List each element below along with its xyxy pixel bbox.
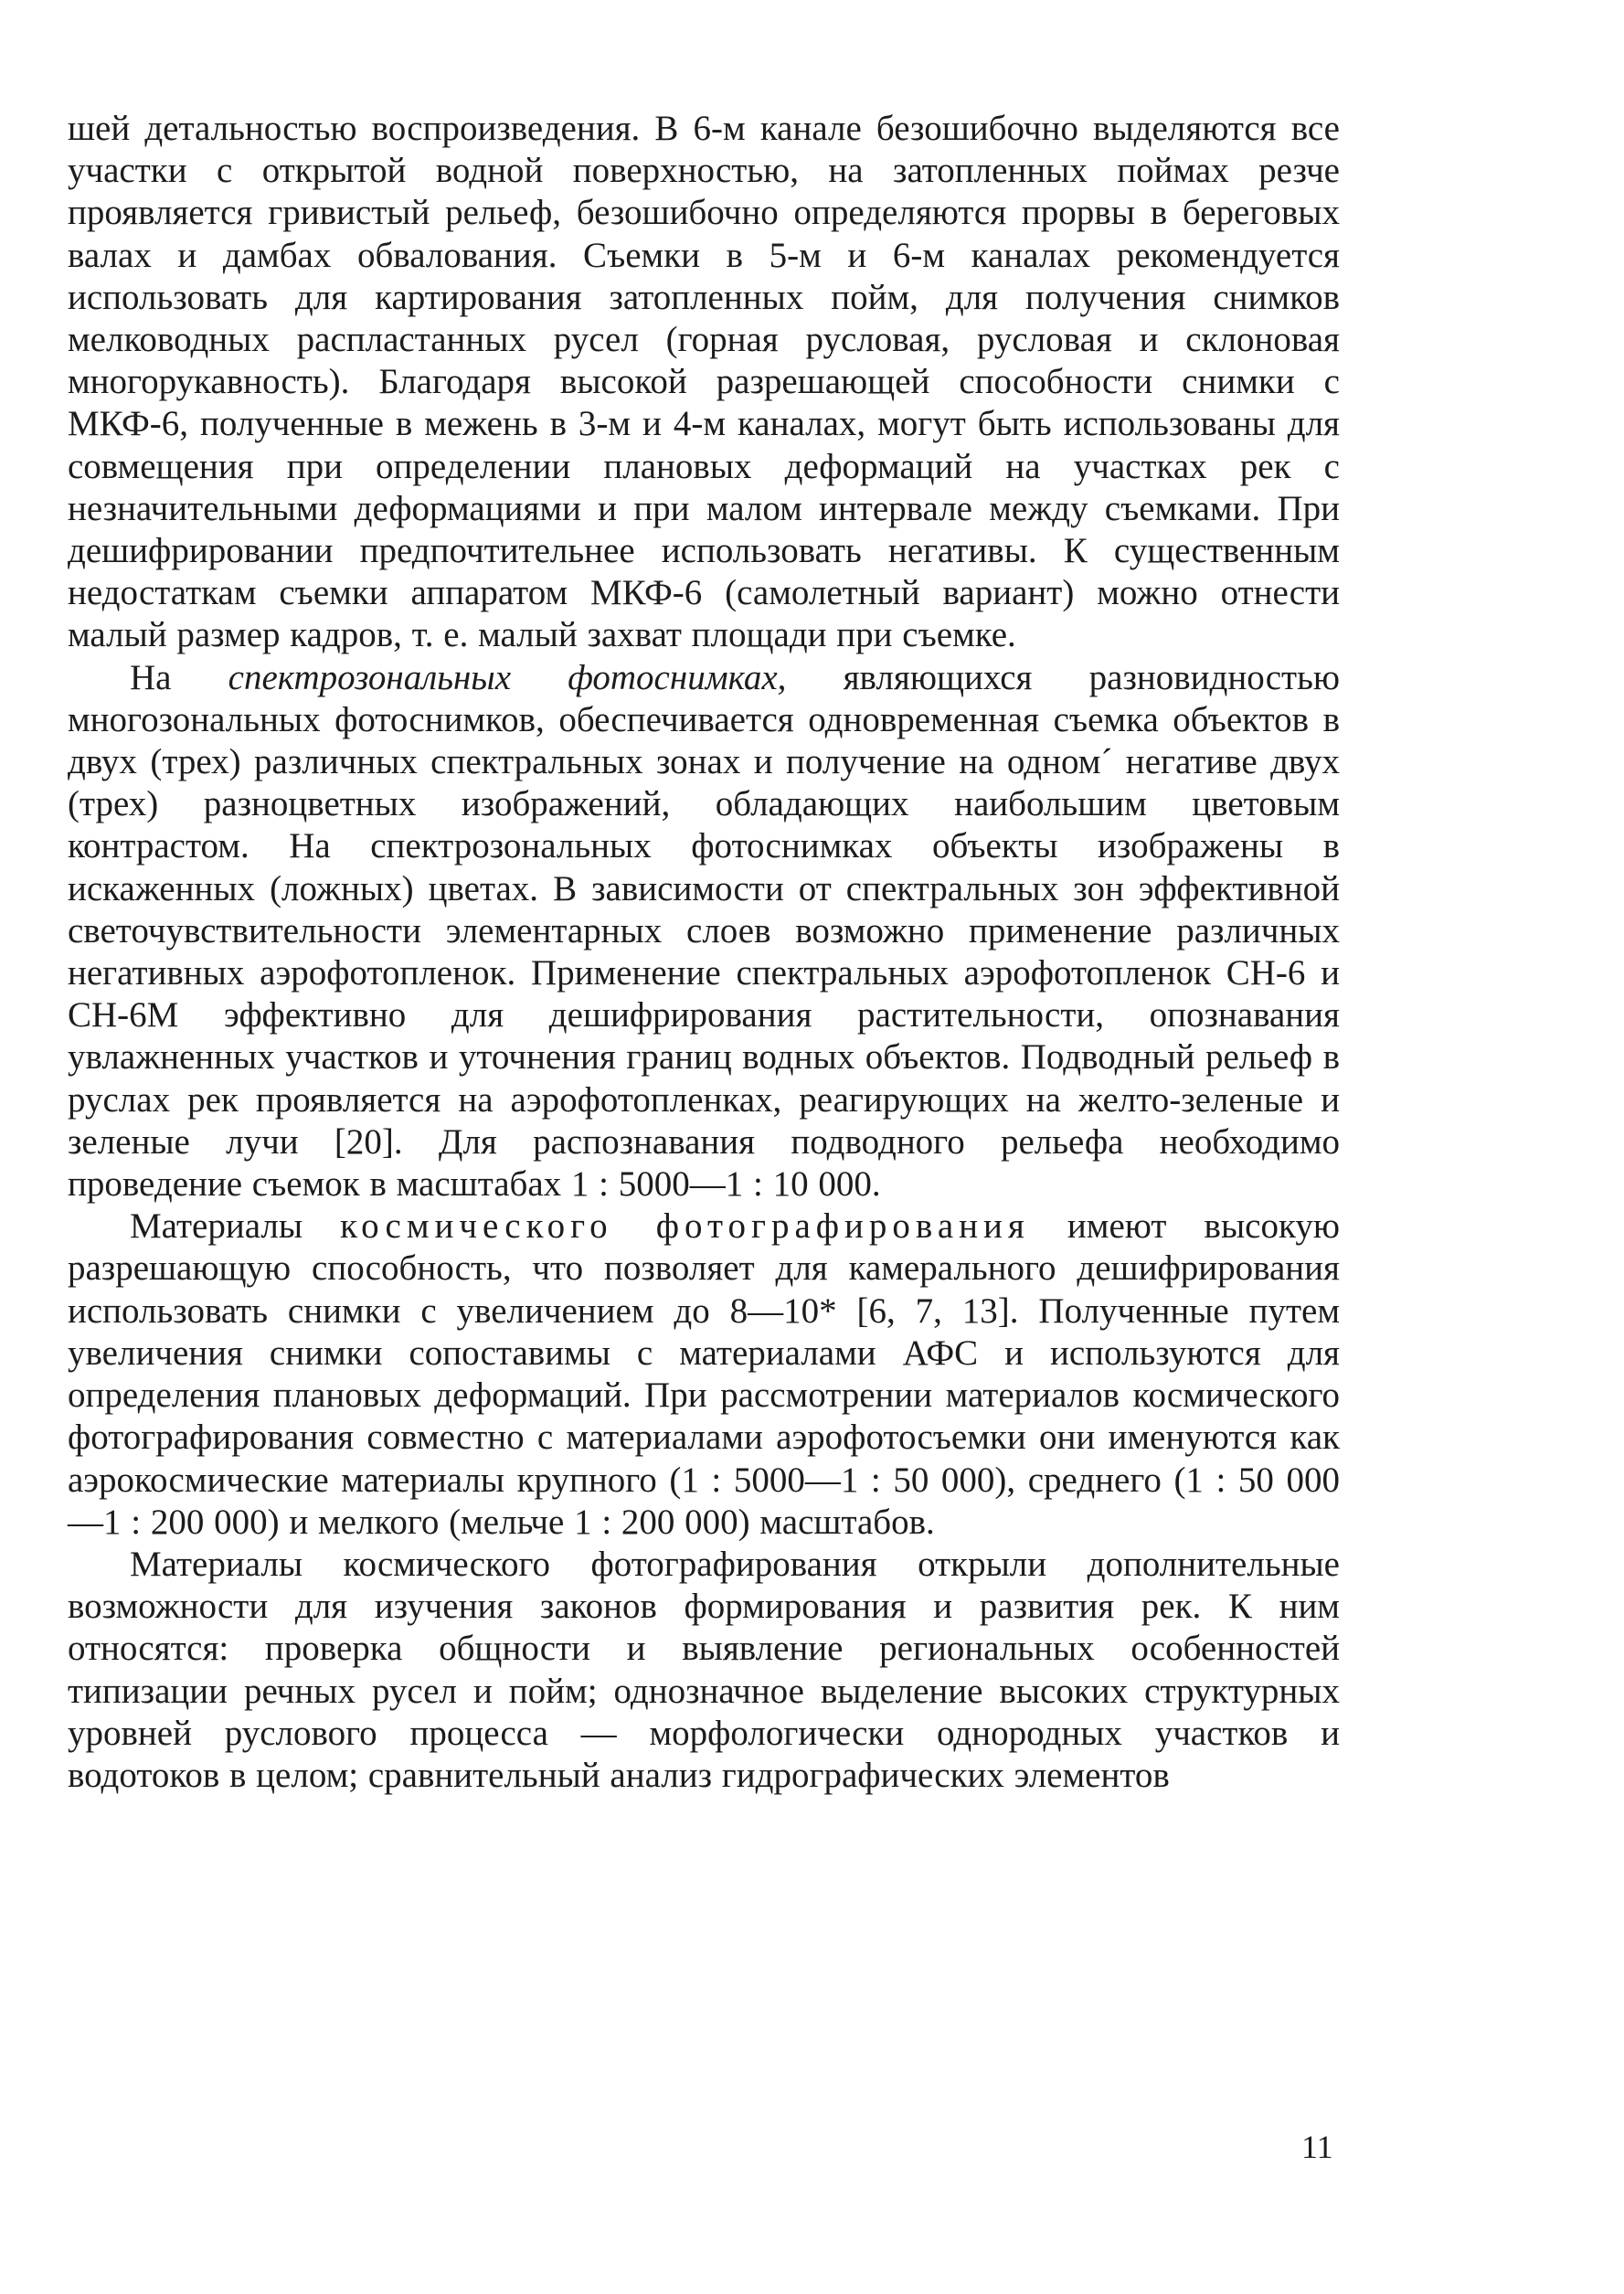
paragraph-2-lead: На: [130, 657, 228, 697]
paragraph-2-italic-term: спектрозональных фотоснимках,: [228, 657, 787, 697]
paragraph-3: [68, 1205, 1340, 1544]
text-column: [68, 108, 1340, 1797]
paragraph-1-text: шей детальностью воспроизведения. В 6-м канале безошибочно выделяются все участки с открытой водной поверхностью, на затопленных поймах резче проявляется гривистый рельеф, безошибочно определяются прорвы в береговых валах и дамбах обвалования. Съемки в 5-м и 6-м каналах рекомендуется использовать для картирования затопленных пойм, для получения снимков мелководных распластанных русел (горная русловая, русловая и склоновая многорукавность). Благодаря высокой разрешающей способности снимки с МКФ-6, полученные в межень в 3-м и 4-м каналах, могут быть использованы для совмещения при определении плановых деформаций на участках рек с незначительными деформациями и при малом интервале между съемками. При дешифрировании предпочтительнее использовать негативы. К существенным недостаткам съемки аппаратом МКФ-6 (самолетный вариант) можно отнести малый размер кадров, т. е. малый захват площади при съемке.: [68, 109, 1340, 655]
paragraph-2-text: являющихся разновидностью многозональных фотоснимков, обеспечивается одновременная съемка объектов в двух (трех) различных спектральных зонах и получение на одном´ негативе двух (трех) разноцветных изображений, обладающих наибольшим цветовым контрастом. На спектрозональных фотоснимках объекты изображены в искаженных (ложных) цветах. В зависимости от спектральных зон эффективной светочувствительности элементарных слоев возможно применение различных негативных аэрофотопленок. Применение спектральных аэрофотопленок СН-6 и СН-6М эффективно для дешифрирования растительности, опознавания увлажненных участков и уточнения границ водных объектов. Подводный рельеф в руслах рек проявляется на аэрофотопленках, реагирующих на желто-зеленые и зеленые лучи [20]. Для распознавания подводного рельефа необходимо проведение съемок в масштабах 1 : 5000—1 : 10 000.: [68, 657, 1340, 1205]
paragraph-4: [68, 1544, 1340, 1797]
paragraph-3-spaced-term: космического фотографирования: [340, 1206, 1030, 1247]
paragraph-3-lead: Материалы: [130, 1206, 341, 1247]
paragraph-2: [68, 657, 1340, 1206]
paragraph-4-text: Материалы космического фотографирования открыли дополнительные возможности для изучения законов формирования и развития рек. К ним относятся: проверка общности и выявление региональных особенностей типизации речных русел и пойм; однозначное выделение высоких структурных уровней руслового процесса — морфологически однородных участков и водотоков в целом; сравнительный анализ гидрографических элементов: [68, 1544, 1340, 1795]
paragraph-3-text: имеют высокую разрешающую способность, что позволяет для камерального дешифрирования использовать снимки с увеличением до 8—10* [6, 7, 13]. Полученные путем увеличения снимки сопоставимы с материалами АФС и используются для определения плановых деформаций. При рассмотрении материалов космического фотографирования совместно с материалами аэрофотосъемки они именуются как аэрокосмические материалы крупного (1 : 5000—1 : 50 000), среднего (1 : 50 000—1 : 200 000) и мелкого (мельче 1 : 200 000) масштабов.: [68, 1206, 1340, 1542]
page-number: 11: [1301, 2129, 1333, 2165]
paragraph-1: [68, 108, 1340, 657]
